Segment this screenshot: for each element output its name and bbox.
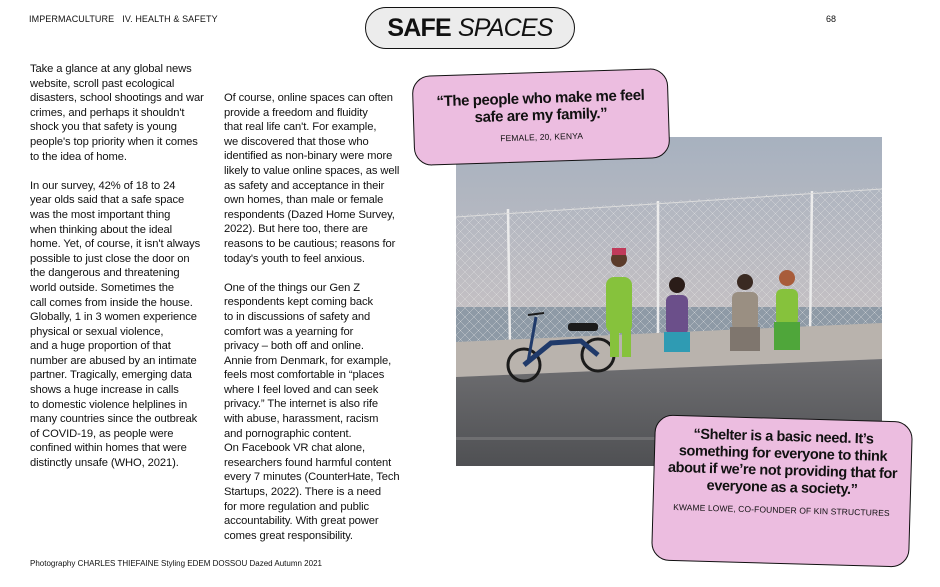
quote-text: “The people who make me feel safe are my family.” — [436, 86, 645, 127]
section-name: IV. HEALTH & SAFETY — [122, 14, 218, 24]
paragraph: Of course, online spaces can often provide a freedom and fluidity that real life can't. For example, we discovered that those who identified as non-binary were more likely to value online spaces, as well as safety and acceptance in their own homes, than male or female respondents (Dazed Home Survey, 2022). But here too, there are reasons to be cautious; reasons for today's youth to feel anxious. — [224, 92, 400, 265]
page-number: 68 — [826, 14, 837, 24]
title-bold-word: SAFE — [387, 13, 451, 42]
pull-quote-family — [412, 68, 671, 166]
photo-credit: Photography CHARLES THIEFAINE Styling EDEM DOSSOU Dazed Autumn 2021 — [30, 559, 322, 568]
paragraph: Take a glance at any global news website, scroll past ecological disasters, school shootings and war crimes, and perhaps it shouldn't shock you that safety is young people's top priority when it comes to the idea of home. — [30, 63, 204, 163]
quote-text: “Shelter is a basic need. It’s something for everyone to think about if we’re not providing that for everyone as a society.” — [667, 426, 898, 499]
body-column-2 — [224, 91, 409, 543]
body-column-1 — [30, 62, 215, 471]
publication-name: IMPERMACULTURE — [29, 14, 115, 24]
paragraph: One of the things our Gen Z respondents kept coming back to in discussions of safety and comfort was a yearning for privacy – both off and online. Annie from Denmark, for example, feels most comfortable in “places where I feel loved and can seek privacy.” The internet is also rife with abuse, harassment, racism and pornographic content. On Facebook VR chat alone, researchers found harmful content every 7 minutes (CounterHate, Tech Startups, 2022). There is a need for more regulation and public accountability. With great power comes great responsibility. — [224, 281, 400, 542]
pull-quote-shelter — [651, 414, 913, 567]
page-title — [365, 7, 575, 49]
quote-attribution: KWAME LOWE, CO-FOUNDER OF KIN STRUCTURES — [673, 501, 890, 519]
running-header — [29, 14, 218, 24]
title-italic-word: SPACES — [457, 13, 553, 42]
paragraph: In our survey, 42% of 18 to 24 year olds said that a safe space was the most important thing when thinking about the ideal home. Yet, of course, it isn't always possible to just close the door on the dangerous and threatening world outside. Sometimes the call comes from inside the house. Globally, 1 in 3 women experience physical or sexual violence, and a huge proportion of that number are abused by an intimate partner. Tragically, emerging data shows a huge increase in calls to domestic violence helplines in many countries since the outbreak of COVID-19, as people were confined within homes that were distinctly unsafe (WHO, 2021). — [30, 179, 201, 470]
quote-attribution: FEMALE, 20, KENYA — [500, 130, 584, 144]
